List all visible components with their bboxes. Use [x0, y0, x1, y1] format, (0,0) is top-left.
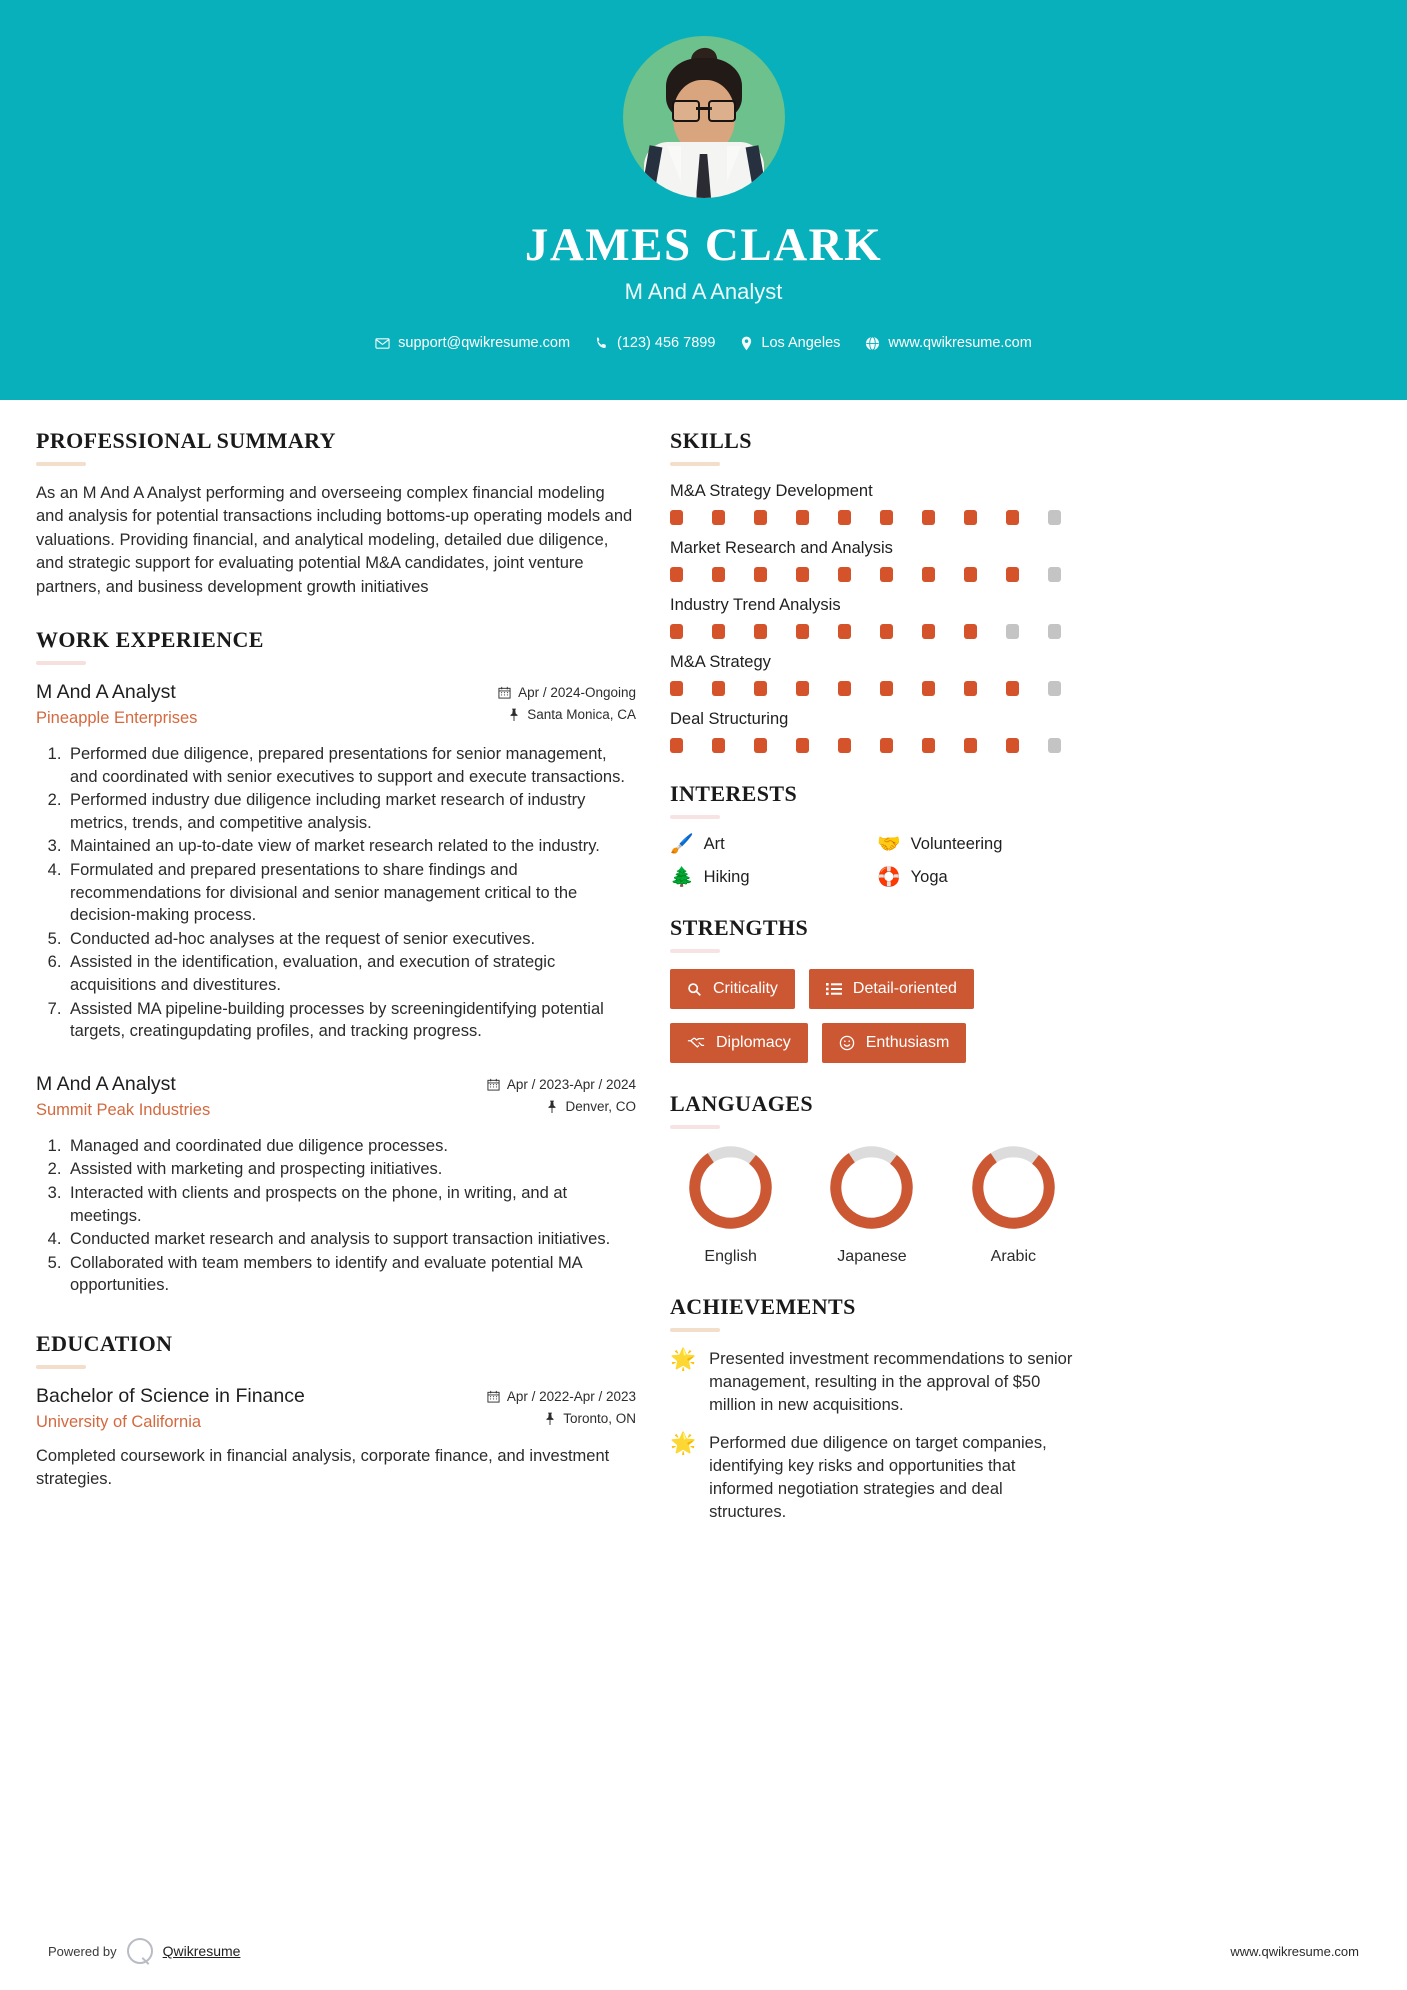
education-location-line — [487, 1411, 636, 1426]
skill-dot-filled — [880, 510, 893, 525]
language-label: English — [704, 1248, 757, 1265]
list-item: 3. Maintained an up-to-date view of market research related to the industry. — [66, 835, 636, 858]
skill-label: Market Research and Analysis — [670, 539, 893, 557]
summary-text: As an M And A Analyst performing and overseeing complex financial modeling and analysis for potential transactions including bottoms-up operating models and valuations. Providing financial, and analytical modeling, detailed due diligence, and strategic support for evaluating potential M&A candidates, joint venture partners, and business development growth initiatives — [36, 484, 633, 596]
work-location-line — [498, 707, 636, 722]
skill-dot-filled — [922, 738, 935, 753]
resume-footer — [0, 1914, 1407, 1990]
section-interests — [670, 781, 1074, 887]
skill-item — [670, 653, 1074, 696]
skill-dot-filled — [838, 738, 851, 753]
skill-dot-filled — [670, 567, 683, 582]
section-heading-interests: INTERESTS — [670, 781, 798, 806]
work-meta — [487, 1073, 636, 1121]
lifebuoy-icon: 🛟 — [877, 867, 901, 888]
list-item: 4. Conducted market research and analysis to support transaction initiatives. — [66, 1228, 636, 1251]
work-meta — [498, 681, 636, 729]
education-description: Completed coursework in financial analysis, corporate finance, and investment strategies. — [36, 1446, 610, 1488]
skill-dot-filled — [964, 681, 977, 696]
strength-label: Detail-oriented — [852, 980, 957, 997]
interest-yoga — [877, 868, 1074, 887]
section-skills — [670, 428, 1074, 753]
smiley-icon — [839, 1035, 855, 1051]
work-bullets — [36, 1135, 636, 1297]
avatar-collar-right — [727, 146, 741, 182]
work-entry-header — [36, 1073, 636, 1121]
candidate-job-title: M And A Analyst — [624, 279, 783, 304]
section-heading-languages: LANGUAGES — [670, 1091, 813, 1116]
education-degree: Bachelor of Science in Finance — [36, 1384, 305, 1407]
list-item: 2. Performed industry due diligence including market research of industry metrics, trends, and competitive analysis. — [66, 789, 636, 834]
language-donut-chart — [971, 1145, 1056, 1230]
education-dates: Apr / 2022-Apr / 2023 — [506, 1388, 636, 1404]
skill-dot-filled — [964, 738, 977, 753]
achievement-text: Presented investment recommendations to senior management, resulting in the approval of $50 million in new acquisitions. — [709, 1350, 1073, 1414]
phone-icon — [595, 336, 609, 350]
skill-dot-filled — [712, 738, 725, 753]
language-donut-chart — [688, 1145, 773, 1230]
skill-rating — [670, 738, 1074, 753]
left-column — [36, 428, 636, 1914]
skill-dot-filled — [1006, 738, 1019, 753]
section-heading-summary: PROFESSIONAL SUMMARY — [36, 428, 336, 453]
section-heading-work: WORK EXPERIENCE — [36, 627, 264, 653]
paintbrush-icon: 🖌️ — [670, 834, 694, 855]
calendar-icon — [487, 1078, 500, 1091]
skill-rating — [670, 567, 1074, 582]
work-entry — [36, 681, 636, 1043]
section-heading-skills: SKILLS — [670, 428, 752, 453]
list-item: 5. Conducted ad-hoc analyses at the request of senior executives. — [66, 928, 636, 951]
education-location: Toronto, ON — [563, 1410, 636, 1426]
skill-dot-filled — [922, 510, 935, 525]
list-item: 7. Assisted MA pipeline-building processes by screeningidentifying potential targets, creatingupdating profiles, and tracking progress. — [66, 998, 636, 1043]
work-role: M And A Analyst — [36, 1072, 176, 1095]
list-item: 6. Assisted in the identification, evaluation, and execution of strategic acquisitions and divestitures. — [66, 951, 636, 996]
strength-chip-detail-oriented[interactable] — [809, 969, 974, 1009]
skill-item — [670, 710, 1074, 753]
skill-dot-filled — [670, 624, 683, 639]
contact-location[interactable] — [732, 335, 848, 351]
skill-dot-filled — [922, 567, 935, 582]
achievement-item — [670, 1348, 1074, 1416]
education-dates-line — [487, 1389, 636, 1404]
section-work-experience — [36, 627, 636, 1297]
skill-label: Deal Structuring — [670, 710, 789, 728]
skill-dot-filled — [1006, 510, 1019, 525]
section-education — [36, 1331, 636, 1491]
section-heading-education: EDUCATION — [36, 1330, 173, 1356]
language-item — [953, 1145, 1074, 1266]
contact-email[interactable] — [367, 335, 578, 351]
list-icon — [826, 982, 842, 996]
section-professional-summary — [36, 428, 636, 599]
skill-rating — [670, 510, 1074, 525]
skill-dot-filled — [838, 681, 851, 696]
section-rule — [670, 1328, 720, 1332]
globe-icon — [865, 336, 880, 351]
section-strengths — [670, 915, 1074, 1063]
contact-website-text: www.qwikresume.com — [888, 335, 1032, 351]
achievement-item — [670, 1432, 1074, 1523]
language-item — [811, 1145, 932, 1266]
skill-dot-filled — [796, 567, 809, 582]
strength-chip-criticality[interactable] — [670, 969, 795, 1009]
skill-dot-empty — [1048, 624, 1061, 639]
candidate-name: JAMES CLARK — [524, 219, 883, 271]
work-role: M And A Analyst — [36, 681, 176, 704]
work-dates-line — [487, 1077, 636, 1092]
work-dates: Apr / 2023-Apr / 2024 — [506, 1076, 636, 1092]
skill-dot-filled — [796, 510, 809, 525]
calendar-icon — [498, 686, 511, 699]
interest-label: Art — [703, 835, 725, 853]
skill-dot-filled — [754, 624, 767, 639]
list-item: 3. Interacted with clients and prospects on the phone, in writing, and at meetings. — [66, 1182, 636, 1227]
skill-dot-empty — [1006, 624, 1019, 639]
skill-item — [670, 596, 1074, 639]
education-entry — [36, 1385, 636, 1491]
interest-art — [670, 835, 867, 854]
work-dates-line — [498, 685, 636, 700]
contact-phone[interactable] — [587, 335, 723, 351]
skill-label: Industry Trend Analysis — [670, 596, 841, 614]
work-company: Pineapple Enterprises — [36, 709, 198, 728]
skill-dot-filled — [964, 567, 977, 582]
location-pin-icon — [740, 336, 753, 351]
skill-dot-filled — [796, 681, 809, 696]
work-entry — [36, 1073, 636, 1297]
tree-icon: 🌲 — [670, 867, 694, 888]
work-dates: Apr / 2024-Ongoing — [518, 685, 636, 701]
skill-dot-filled — [796, 738, 809, 753]
contact-location-text: Los Angeles — [761, 335, 841, 351]
section-languages — [670, 1091, 1074, 1266]
handshake-icon: 🤝 — [877, 834, 901, 855]
list-item: 5. Collaborated with team members to identify and evaluate potential MA opportunities. — [66, 1252, 636, 1297]
skill-dot-filled — [754, 738, 767, 753]
strength-chip-diplomacy[interactable] — [670, 1023, 808, 1063]
skills-list — [670, 482, 1074, 753]
skill-dot-empty — [1048, 738, 1061, 753]
email-icon — [375, 336, 390, 351]
skill-dot-filled — [670, 738, 683, 753]
language-label: Arabic — [990, 1248, 1036, 1265]
interest-label: Yoga — [910, 868, 948, 886]
language-item — [670, 1145, 791, 1266]
search-icon — [687, 982, 702, 997]
skill-dot-filled — [964, 510, 977, 525]
skill-dot-filled — [922, 681, 935, 696]
contact-bar — [367, 335, 1040, 351]
section-rule — [36, 1365, 86, 1369]
section-achievements — [670, 1294, 1074, 1523]
skill-dot-empty — [1048, 681, 1061, 696]
section-rule — [670, 462, 720, 466]
skill-dot-filled — [880, 567, 893, 582]
work-location: Santa Monica, CA — [527, 707, 636, 723]
skill-dot-filled — [838, 510, 851, 525]
strength-chip-enthusiasm[interactable] — [822, 1023, 967, 1063]
skill-dot-filled — [754, 567, 767, 582]
skill-item — [670, 482, 1074, 525]
contact-website[interactable] — [857, 335, 1039, 351]
star-icon: 🌟 — [670, 1348, 697, 1371]
work-bullets — [36, 743, 636, 1043]
strength-label: Criticality — [713, 980, 778, 997]
pushpin-icon — [544, 1412, 556, 1425]
list-item: 1. Managed and coordinated due diligence processes. — [66, 1135, 636, 1158]
skill-dot-filled — [1006, 567, 1019, 582]
work-company: Summit Peak Industries — [36, 1100, 211, 1119]
skill-dot-filled — [754, 681, 767, 696]
skill-dot-filled — [964, 624, 977, 639]
skill-label: M&A Strategy — [670, 653, 771, 671]
qwikresume-brand-link[interactable]: Qwikresume — [162, 1943, 241, 1959]
skill-label: M&A Strategy Development — [670, 482, 873, 500]
strength-label: Diplomacy — [716, 1034, 791, 1051]
skill-dot-filled — [1006, 681, 1019, 696]
star-icon: 🌟 — [670, 1432, 697, 1456]
work-location: Denver, CO — [565, 1098, 636, 1114]
skill-dot-filled — [712, 624, 725, 639]
skill-dot-filled — [754, 510, 767, 525]
skill-item — [670, 539, 1074, 582]
skill-dot-empty — [1048, 510, 1061, 525]
section-rule — [670, 1125, 720, 1129]
skill-dot-filled — [796, 624, 809, 639]
skill-dot-filled — [712, 567, 725, 582]
section-heading-strengths: STRENGTHS — [670, 915, 809, 940]
achievement-text: Performed due diligence on target companies, identifying key risks and opportunities that informed negotiation strategies and deal structures. — [709, 1434, 1047, 1521]
powered-by-label: Powered by — [48, 1943, 117, 1959]
skill-dot-filled — [712, 510, 725, 525]
skill-dot-empty — [1048, 567, 1061, 582]
pushpin-icon — [508, 708, 520, 721]
interest-label: Volunteering — [910, 835, 1003, 853]
section-rule — [36, 661, 86, 665]
section-rule — [670, 949, 720, 953]
skill-dot-filled — [670, 681, 683, 696]
skill-rating — [670, 624, 1074, 639]
skill-dot-filled — [880, 738, 893, 753]
contact-email-text: support@qwikresume.com — [398, 335, 571, 351]
right-column — [670, 428, 1074, 1914]
section-heading-achievements: ACHIEVEMENTS — [670, 1294, 856, 1319]
language-donut-chart — [829, 1145, 914, 1230]
skill-dot-filled — [880, 681, 893, 696]
work-entry-header — [36, 681, 636, 729]
list-item: 2. Assisted with marketing and prospecting initiatives. — [66, 1158, 636, 1181]
resume-header — [0, 0, 1407, 400]
skill-dot-filled — [838, 624, 851, 639]
qwikresume-logo-icon — [127, 1938, 153, 1964]
handshake-icon — [687, 1036, 705, 1050]
list-item: 4. Formulated and prepared presentations to share findings and recommendations for divisional and senior management critical to the decision-making process. — [66, 859, 636, 927]
section-rule — [670, 815, 720, 819]
skill-rating — [670, 681, 1074, 696]
skill-dot-filled — [838, 567, 851, 582]
interest-hiking — [670, 868, 867, 887]
work-location-line — [487, 1099, 636, 1114]
skill-dot-filled — [670, 510, 683, 525]
strengths-list — [670, 969, 1074, 1063]
pushpin-icon — [546, 1100, 558, 1113]
avatar-glasses-icon — [672, 100, 736, 118]
skill-dot-filled — [922, 624, 935, 639]
strength-label: Enthusiasm — [865, 1034, 950, 1051]
education-entry-header — [36, 1385, 636, 1433]
interest-volunteering — [877, 835, 1074, 854]
skill-dot-filled — [712, 681, 725, 696]
section-rule — [36, 462, 86, 466]
interest-label: Hiking — [703, 868, 750, 886]
calendar-icon — [487, 1390, 500, 1403]
avatar — [623, 36, 785, 198]
resume-body — [0, 400, 1407, 1914]
language-label: Japanese — [837, 1248, 907, 1265]
list-item: 1. Performed due diligence, prepared presentations for senior management, and coordinated with senior executives to support and execute transactions. — [66, 743, 636, 788]
education-school: University of California — [36, 1412, 202, 1431]
languages-row — [670, 1145, 1074, 1266]
interests-grid — [670, 835, 1074, 887]
skill-dot-filled — [880, 624, 893, 639]
footer-website[interactable]: www.qwikresume.com — [1230, 1943, 1359, 1959]
footer-brand-group — [48, 1938, 240, 1964]
contact-phone-text: (123) 456 7899 — [617, 335, 716, 351]
education-meta — [487, 1385, 636, 1433]
avatar-collar-left — [667, 146, 681, 182]
